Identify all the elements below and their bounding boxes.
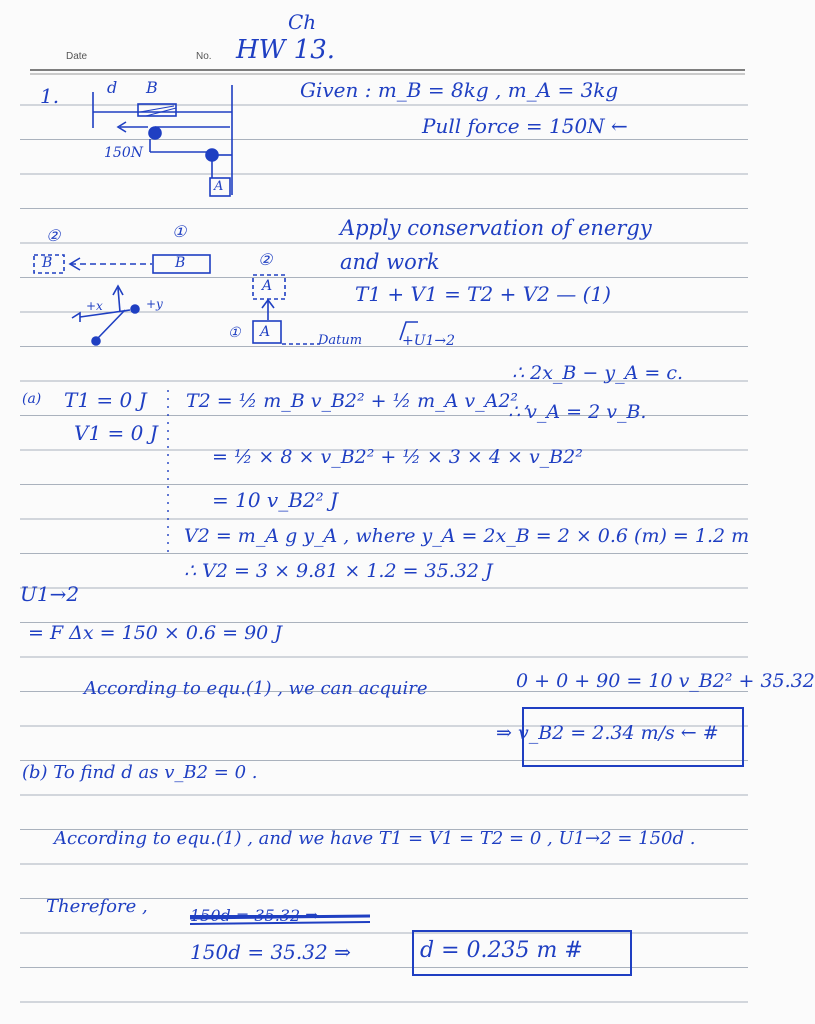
struck-equation: 150d = 35.32 ⇒ [190, 906, 319, 925]
state-2-block-b: ② [46, 226, 61, 245]
answer-a: ⇒ v_B2 = 2.34 m/s ← # [496, 722, 719, 744]
t1-value: T1 = 0 J [64, 388, 147, 412]
state-1-block-b: ① [172, 222, 187, 241]
energy-balance: 0 + 0 + 90 = 10 v_B2² + 35.32 [516, 670, 815, 692]
according-text-b: According to equ.(1) , and we have T1 = V1 = T2 = 0 , U1→2 = 150d . [54, 828, 696, 849]
part-a-label: (a) [22, 391, 42, 407]
t2-result: = 10 v_B2² J [212, 488, 339, 512]
work-label: +U1→2 [402, 333, 456, 349]
block-b: B [175, 255, 186, 271]
x-axis-label: +x [86, 299, 103, 313]
block-a-ghost: A [262, 278, 273, 294]
v1-value: V1 = 0 J [74, 421, 158, 445]
t2-substitution: = ½ × 8 × v_B2² + ½ × 3 × 4 × v_B2² [212, 446, 583, 468]
v2-result: ∴ V2 = 3 × 9.81 × 1.2 = 35.32 J [184, 560, 493, 582]
energy-statement-2: and work [340, 250, 440, 274]
constraint-equation: ∴ 2x_B − y_A = c. [512, 362, 684, 384]
state-1-block-a: ① [228, 325, 241, 341]
date-label: Date [66, 51, 88, 62]
state-2-block-a: ② [258, 250, 273, 269]
part-b-label: (b) To find d as v_B2 = 0 . [22, 762, 258, 783]
datum-label: Datum [318, 333, 363, 348]
distance-label: d [107, 78, 118, 97]
energy-statement-1: Apply conservation of energy [340, 216, 652, 240]
number-label: No. [196, 51, 212, 62]
block-a: A [260, 324, 271, 340]
force-label: 150N [104, 145, 143, 161]
given-text: Given : m_B = 8kg , m_A = 3kg [300, 78, 619, 102]
according-text-a: According to equ.(1) , we can acquire [84, 678, 428, 699]
block-a-label: A [214, 179, 224, 194]
velocity-relation: ∴ v_A = 2 v_B. [508, 401, 647, 423]
work-equation: = F Δx = 150 × 0.6 = 90 J [28, 622, 282, 644]
block-b-ghost: B [42, 255, 53, 271]
final-equation: 150d = 35.32 ⇒ [190, 940, 351, 964]
page-title: HW 13. [236, 35, 336, 65]
v2-equation: V2 = m_A g y_A , where y_A = 2x_B = 2 × 0.6 (m) = 1.2 m [184, 525, 750, 547]
block-b-label: B [146, 78, 158, 97]
pulley-diagram [93, 85, 232, 196]
therefore-text: Therefore , [46, 896, 148, 917]
t2-equation: T2 = ½ m_B v_B2² + ½ m_A v_A2² , [186, 390, 531, 412]
work-symbol: U1→2 [20, 582, 80, 606]
pull-force-text: Pull force = 150N ← [422, 114, 628, 138]
conservation-equation: T1 + V1 = T2 + V2 — (1) [355, 282, 611, 306]
answer-b: d = 0.235 m # [420, 938, 583, 963]
chapter-mark: Ch [288, 10, 317, 34]
problem-number: 1. [40, 84, 60, 108]
y-axis-label: +y [146, 297, 163, 311]
